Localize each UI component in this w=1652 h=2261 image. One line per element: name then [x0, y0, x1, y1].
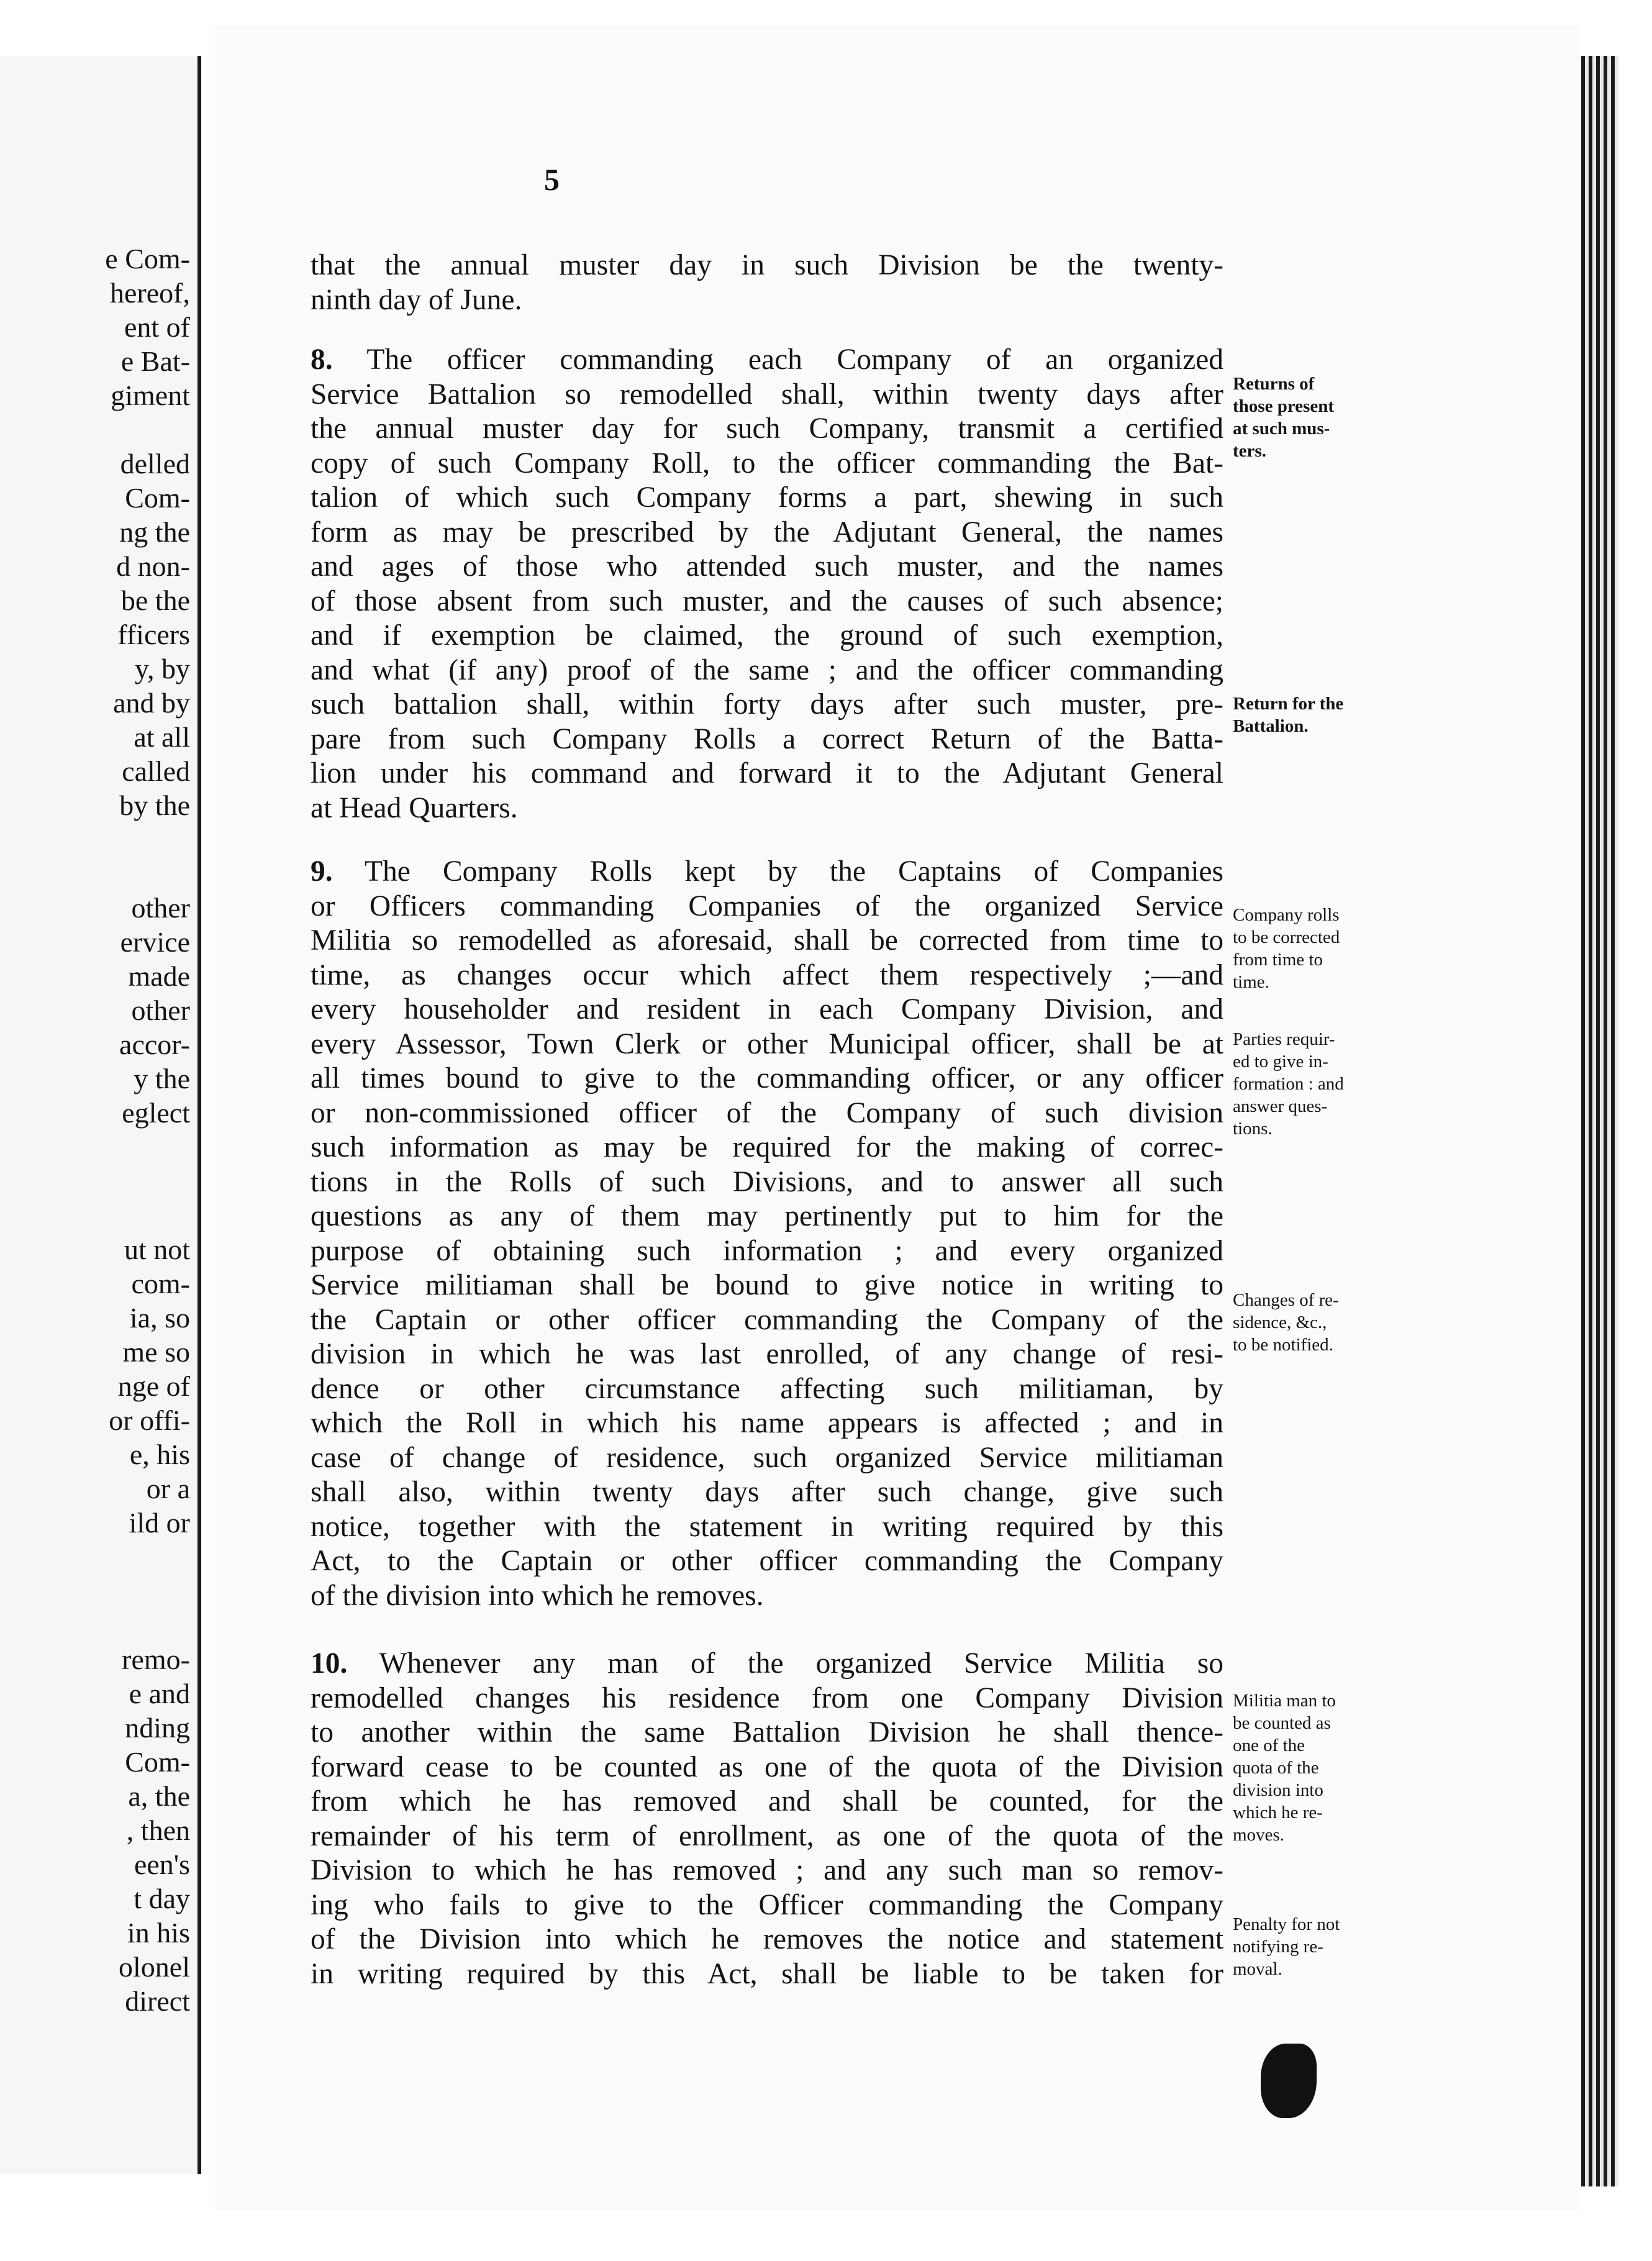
facing-page-fragment: t day	[134, 1883, 190, 1914]
facing-page-fragment: made	[128, 960, 190, 992]
section-9-line: notice, together with the statement in writing required by this	[311, 1510, 1223, 1543]
section-10-line: of the Division into which he removes the notice and statement	[311, 1923, 1223, 1955]
facing-page-fragment: accor-	[119, 1029, 190, 1060]
facing-page-fragment: be the	[120, 585, 190, 616]
intro-line: that the annual muster day in such Division be the twenty-	[311, 249, 1223, 281]
facing-page-fragment: in his	[127, 1917, 190, 1949]
section-9-line: all times bound to give to the commanding officer, or any officer	[311, 1062, 1223, 1094]
section-9-line: tions in the Rolls of such Divisions, and to answer all such	[311, 1165, 1223, 1198]
section-9	[311, 855, 1223, 1613]
section-8	[311, 343, 1223, 826]
margin-note-returns-of-musters: Returns of those present at such mus- ters.	[1233, 374, 1334, 461]
facing-page-fragment: e Com-	[105, 243, 190, 275]
facing-page-fragment: called	[122, 755, 190, 787]
facing-page-fragment: ia, so	[129, 1302, 190, 1334]
facing-page-fragment: by the	[119, 789, 190, 821]
facing-page-fragment: nding	[125, 1712, 190, 1744]
facing-page-fragment: or offi-	[109, 1404, 190, 1436]
margin-note-return-for-battalion: Return for the Battalion.	[1233, 694, 1344, 736]
section-9-line: Service militiaman shall be bound to give notice in writing to	[311, 1269, 1223, 1301]
body-text	[311, 248, 1223, 1991]
section-8-line: of those absent from such muster, and the causes of such absence;	[311, 585, 1223, 617]
section-9-line: such information as may be required for the making of correc-	[311, 1131, 1223, 1163]
section-9-line: or non-commissioned officer of the Company of such division	[311, 1096, 1223, 1129]
facing-page-fragment: eglect	[122, 1097, 190, 1129]
margin-note-militia-man-counted: Militia man to be counted as one of the quota of the division into which he re- moves.	[1233, 1691, 1336, 1845]
facing-page-fragment: ent of	[124, 311, 190, 343]
section-9-line: 9. The Company Rolls kept by the Captains of Companies	[311, 855, 1223, 888]
facing-page-fragment: nge of	[117, 1370, 190, 1402]
section-9-line: of the division into which he removes.	[311, 1579, 764, 1612]
section-10-line: in writing required by this Act, shall be liable to be taken for	[311, 1957, 1223, 1990]
section-8-line: the annual muster day for such Company, transmit a certified	[311, 412, 1223, 445]
section-8-line: 8. The officer commanding each Company of an organized	[311, 343, 1223, 376]
facing-page-fragment: direct	[125, 1985, 190, 2017]
section-8-line: and what (if any) proof of the same ; and the officer commanding	[311, 653, 1223, 686]
section-10-line: Division to which he has removed ; and any such man so remov-	[311, 1854, 1223, 1886]
facing-page-fragment: and by	[113, 687, 190, 719]
margin-note-changes-of-residence: Changes of re- sidence, &c., to be notified.	[1233, 1290, 1339, 1355]
section-9-line: shall also, within twenty days after such change, give such	[311, 1476, 1223, 1508]
section-9-line: the Captain or other officer commanding the Company of the	[311, 1303, 1223, 1336]
facing-page-fragment: remo-	[122, 1644, 190, 1675]
section-8-line: and ages of those who attended such muster, and the names	[311, 550, 1223, 583]
facing-page-fragment: other	[131, 892, 190, 924]
section-8-line: lion under his command and forward it to the Adjutant General	[311, 757, 1223, 789]
facing-page-fragment: e Bat-	[120, 345, 190, 377]
ink-blot	[1261, 2044, 1317, 2118]
section-9-line: Militia so remodelled as aforesaid, shall be corrected from time to	[311, 924, 1223, 957]
section-9-line: Act, to the Captain or other officer commanding the Company	[311, 1545, 1223, 1577]
facing-page-fragment: Com-	[125, 482, 190, 514]
facing-page-fragment: ervice	[120, 926, 190, 958]
facing-page-fragment: delled	[120, 448, 190, 480]
facing-page-fragment: y the	[134, 1063, 190, 1094]
facing-page-fragment: ng the	[119, 516, 190, 548]
facing-page-fragment: ild or	[129, 1507, 190, 1539]
section-number: 8.	[311, 343, 333, 376]
section-8-line: talion of which such Company forms a part, shewing in such	[311, 481, 1223, 514]
section-9-line: case of change of residence, such organized Service militiaman	[311, 1441, 1223, 1474]
margin-note-parties-required: Parties requir- ed to give in- formation : and answer ques- tions.	[1233, 1029, 1344, 1139]
page-edge	[1581, 56, 1618, 2186]
section-8-line: pare from such Company Rolls a correct Return of the Batta-	[311, 722, 1223, 755]
facing-page-fragment: other	[131, 994, 190, 1026]
facing-page-fragment: ut not	[124, 1234, 190, 1265]
section-10-line: remainder of his term of enrollment, as one of the quota of the	[311, 1819, 1223, 1852]
section-8-line: copy of such Company Roll, to the officer commanding the Bat-	[311, 447, 1223, 480]
section-9-line: division in which he was last enrolled, of any change of resi-	[311, 1338, 1223, 1370]
facing-page-fragment: d non-	[116, 550, 190, 582]
facing-page-fragment: com-	[131, 1268, 190, 1299]
section-10-line: to another within the same Battalion Division he shall thence-	[311, 1716, 1223, 1749]
section-8-line: Service Battalion so remodelled shall, within twenty days after	[311, 378, 1223, 411]
facing-page-fragment: olonel	[119, 1951, 190, 1983]
section-9-line: every Assessor, Town Clerk or other Municipal officer, shall be at	[311, 1027, 1223, 1060]
section-10-line: remodelled changes his residence from one Company Division	[311, 1681, 1223, 1714]
section-9-line: which the Roll in which his name appears is affected ; and in	[311, 1407, 1223, 1439]
section-10-line: from which he has removed and shall be counted, for the	[311, 1785, 1223, 1817]
section-9-line: purpose of obtaining such information ; and every organized	[311, 1234, 1223, 1267]
facing-page-fragment: een's	[134, 1849, 190, 1880]
facing-page-fragment: , then	[126, 1814, 190, 1846]
facing-page	[0, 56, 201, 2174]
facing-page-fragment: y, by	[134, 653, 190, 685]
section-9-line: every householder and resident in each Company Division, and	[311, 993, 1223, 1026]
facing-page-fragment: a, the	[128, 1780, 190, 1812]
section-9-line: time, as changes occur which affect them respectively ;—and	[311, 958, 1223, 991]
section-number: 10.	[311, 1647, 348, 1680]
section-9-line: questions as any of them may pertinently put to him for the	[311, 1200, 1223, 1232]
margin-note-penalty-for-not-notifying: Penalty for not notifying re- moval.	[1233, 1914, 1340, 1979]
facing-page-fragment: e, his	[129, 1439, 190, 1470]
page-number: 5	[544, 162, 560, 197]
section-9-line: dence or other circumstance affecting such militiaman, by	[311, 1372, 1223, 1405]
section-number: 9.	[311, 855, 333, 888]
facing-page-fragment: fficers	[117, 619, 190, 650]
facing-page-fragment: at all	[134, 721, 190, 753]
section-10-line: forward cease to be counted as one of the quota of the Division	[311, 1750, 1223, 1783]
section-8-line: form as may be prescribed by the Adjutant General, the names	[311, 516, 1223, 548]
facing-page-fragment: me so	[122, 1336, 190, 1368]
section-10-line: ing who fails to give to the Officer commanding the Company	[311, 1888, 1223, 1921]
facing-page-fragment: e and	[129, 1678, 190, 1709]
section-10-line: 10. Whenever any man of the organized Service Militia so	[311, 1647, 1223, 1680]
facing-page-fragment: giment	[111, 380, 190, 411]
margin-note-company-rolls-corrected: Company rolls to be corrected from time to time.	[1233, 905, 1340, 992]
section-10	[311, 1647, 1223, 1991]
section-9-line: or Officers commanding Companies of the organized Service	[311, 889, 1223, 922]
facing-page-fragment: hereof,	[110, 277, 190, 309]
intro-line: ninth day of June.	[311, 283, 522, 316]
facing-page-fragment: or a	[146, 1473, 190, 1504]
section-8-line: at Head Quarters.	[311, 791, 518, 824]
section-8-line: such battalion shall, within forty days after such muster, pre-	[311, 688, 1223, 721]
facing-page-fragment: Com-	[125, 1746, 190, 1778]
section-8-line: and if exemption be claimed, the ground of such exemption,	[311, 619, 1223, 652]
